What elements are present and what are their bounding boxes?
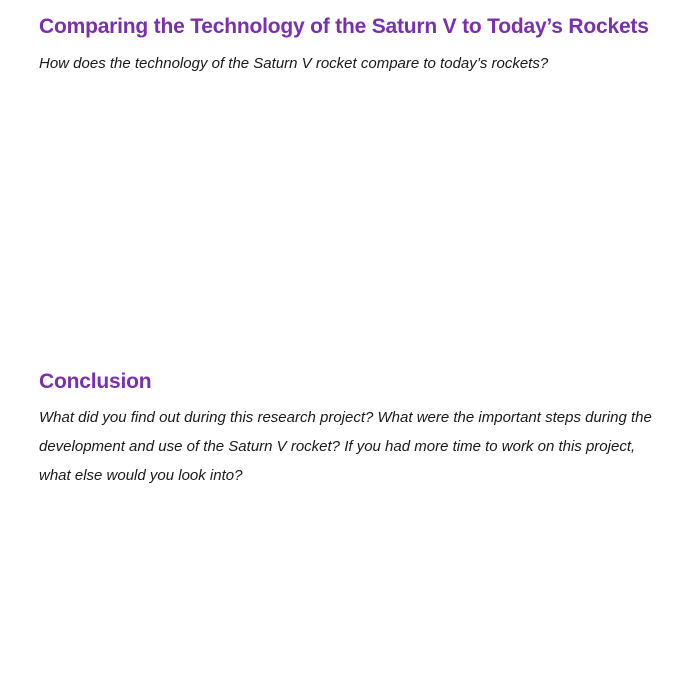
conclusion-heading: Conclusion (39, 370, 152, 393)
conclusion-answer-area (39, 490, 664, 660)
conclusion-section (39, 368, 664, 660)
technology-comparison-section (39, 13, 664, 348)
technology-comparison-heading: Comparing the Technology of the Saturn V to Today’s Rockets (39, 15, 649, 38)
conclusion-question: What did you find out during this research project? What were the important steps during the development and use of the Saturn V rocket? If you had more time to work on this project, what else would you look into? (39, 409, 652, 484)
technology-comparison-question: How does the technology of the Saturn V rocket compare to today’s rockets? (39, 55, 549, 72)
technology-comparison-answer-area (39, 78, 664, 348)
